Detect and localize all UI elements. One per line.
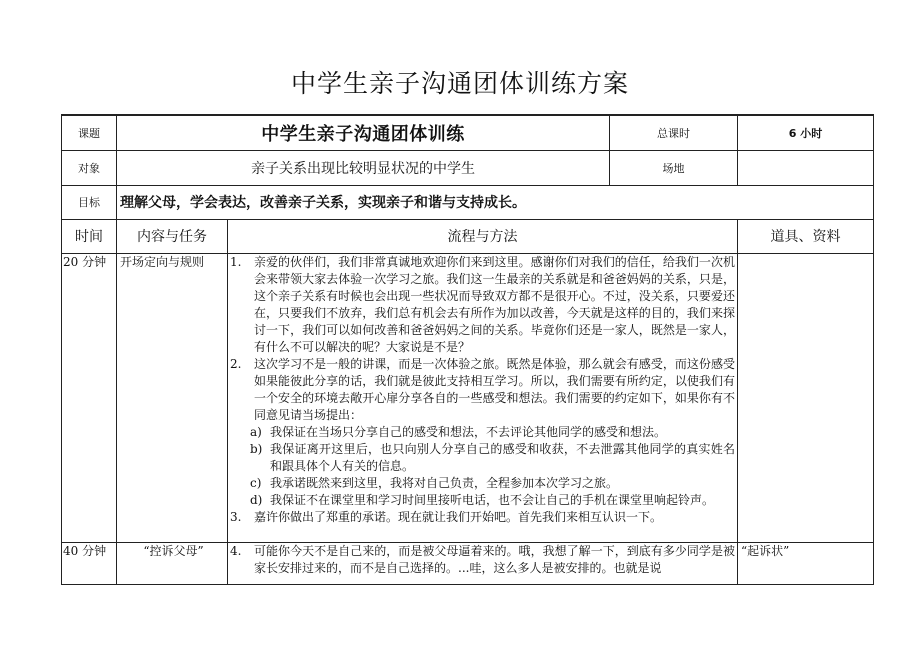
sub-list-item (250, 492, 735, 509)
plan-table (61, 114, 874, 585)
sub-item-number: b) (250, 441, 263, 456)
header-process: 流程与方法 (228, 219, 738, 253)
list-item (228, 543, 735, 577)
list-item (228, 356, 735, 424)
sub-item-number: d) (250, 492, 263, 507)
item-text: 亲爱的伙伴们，我们非常真诚地欢迎你们来到这里。感谢你们对我们的信任，给我们一次机会来带领大家去体验一次学习之旅。我们这一生最亲的关系就是和爸爸妈妈的关系，只是，这个亲子关系有时候也会出现一些状况而导致双方都不是很开心。不过，没关系，只要爱还在，只要我们不放弃，我们总有机会去有所作为加以改善，今天就是这样的目的，我们来探讨一下，我们可以如何改善和爸爸妈妈之间的关系。毕竟你们还是一家人，既然是一家人，有什么不可以解决的呢？大家说是不是？ (254, 254, 735, 354)
row-materials: “起诉状” (738, 542, 874, 584)
hours-value: 6 小时 (738, 115, 874, 150)
hours-label: 总课时 (610, 115, 738, 150)
venue-label: 场地 (610, 150, 738, 185)
sub-list-item (250, 424, 735, 441)
item-text: 这次学习不是一般的讲课，而是一次体验之旅。既然是体验，那么就会有感受，而这份感受如果能彼此分享的话，我们就是彼此支持相互学习。所以，我们需要有所约定，以使我们有一个安全的环境去敞开心扉分享各自的一些感受和想法。我们需要的约定如下，如果你有不同意见请当场提出： (254, 356, 735, 422)
row-process (228, 542, 738, 584)
sub-item-text: 我保证不在课堂里和学习时间里接听电话，也不会让自己的手机在课堂里响起铃声。 (270, 492, 715, 507)
item-number: 2. (230, 356, 242, 371)
sub-list-item (250, 441, 735, 475)
venue-value (738, 150, 874, 185)
target-label: 对象 (62, 150, 117, 185)
header-time: 时间 (62, 219, 117, 253)
sub-item-number: a) (250, 424, 262, 439)
header-content: 内容与任务 (117, 219, 228, 253)
table-row (62, 253, 874, 542)
document-title: 中学生亲子沟通团体训练方案 (290, 69, 629, 98)
table-row (62, 542, 874, 584)
sub-list-item (250, 475, 735, 492)
item-number: 3. (230, 509, 242, 524)
list-item (228, 509, 735, 526)
sub-item-text: 我保证在当场只分享自己的感受和想法，不去评论其他同学的感受和想法。 (270, 424, 667, 439)
item-text: 嘉许你做出了郑重的承诺。现在就让我们开始吧。首先我们来相互认识一下。 (254, 509, 663, 524)
goal-label: 目标 (62, 185, 117, 219)
item-number: 4. (230, 543, 242, 558)
target-value: 亲子关系出现比较明显状况的中学生 (117, 150, 610, 185)
header-materials: 道具、资料 (738, 219, 874, 253)
row-materials (738, 253, 874, 542)
goal-value: 理解父母，学会表达，改善亲子关系，实现亲子和谐与支持成长。 (117, 185, 874, 219)
row-time: 40 分钟 (62, 542, 117, 584)
sub-item-number: c) (250, 475, 262, 490)
sub-item-text: 我承诺既然来到这里，我将对自己负责，全程参加本次学习之旅。 (270, 475, 619, 490)
item-text: 可能你今天不是自己来的，而是被父母逼着来的。哦，我想了解一下，到底有多少同学是被家长安排过来的，而不是自己选择的。...哇，这么多人是被安排的。也就是说 (254, 543, 735, 575)
row-time: 20 分钟 (62, 253, 117, 542)
row-process (228, 253, 738, 542)
list-item (228, 254, 735, 356)
sub-item-text: 我保证离开这里后，也只向别人分享自己的感受和收获，不去泄露其他同学的真实姓名和跟具体个人有关的信息。 (270, 441, 735, 473)
item-number: 1. (230, 254, 242, 269)
topic-label: 课题 (62, 115, 117, 150)
topic-value: 中学生亲子沟通团体训练 (117, 115, 610, 150)
row-content: 开场定向与规则 (117, 253, 228, 542)
row-content: “控诉父母” (117, 542, 228, 584)
